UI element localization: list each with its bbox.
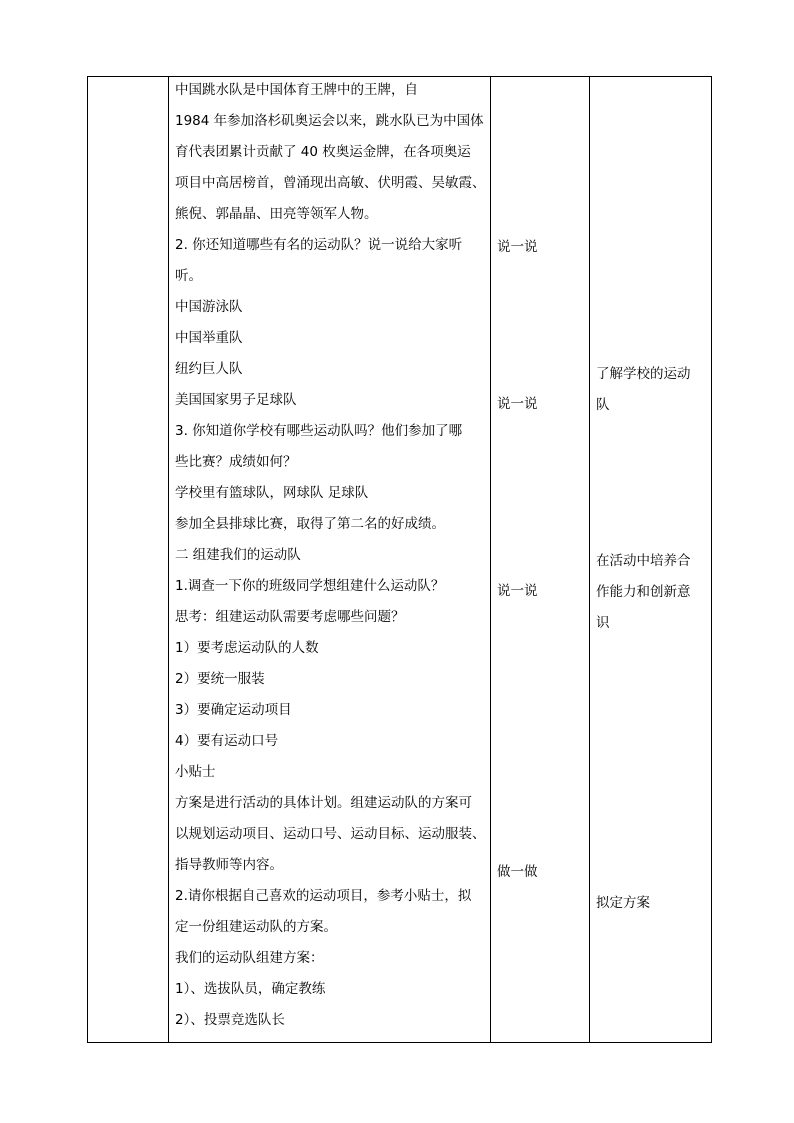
content-line: 育代表团累计贡献了 40 枚奥运金牌，在各项奥运 xyxy=(175,144,471,160)
purpose-line: 在活动中培养合 xyxy=(596,553,691,569)
content-line: 项目中高居榜首，曾涌现出高敏、伏明霞、吴敏霞、 xyxy=(175,175,486,191)
content-line: 中国游泳队 xyxy=(175,299,243,315)
blank-column-cell xyxy=(88,77,169,1043)
content-line: 中国举重队 xyxy=(175,330,243,346)
table-row xyxy=(88,77,712,1043)
lesson-plan-table xyxy=(87,76,712,1043)
content-line: 3）要确定运动项目 xyxy=(175,702,292,718)
content-line: 熊倪、郭晶晶、田亮等领军人物。 xyxy=(175,206,378,222)
content-line: 方案是进行活动的具体计划。组建运动队的方案可 xyxy=(175,795,472,811)
content-line: 3. 你知道你学校有哪些运动队吗？他们参加了哪 xyxy=(175,423,463,439)
content-line: 2）要统一服装 xyxy=(175,671,265,687)
content-line: 美国国家男子足球队 xyxy=(175,392,297,408)
purpose-line: 队 xyxy=(596,397,610,413)
activity-label: 说一说 xyxy=(497,239,538,255)
content-line: 纽约巨人队 xyxy=(175,361,243,377)
content-line: 思考：组建运动队需要考虑哪些问题？ xyxy=(175,609,405,625)
content-line: 1.调查一下你的班级同学想组建什么运动队？ xyxy=(175,578,445,594)
purpose-line: 拟定方案 xyxy=(596,895,650,911)
content-line: 参加全县排球比赛，取得了第二名的好成绩。 xyxy=(175,516,445,532)
activity-label: 说一说 xyxy=(497,396,538,412)
content-line: 我们的运动队组建方案： xyxy=(175,950,324,966)
activity-label: 说一说 xyxy=(497,583,538,599)
content-line: 2. 你还知道哪些有名的运动队？说一说给大家听 xyxy=(175,237,463,253)
content-line: 2.请你根据自己喜欢的运动项目，参考小贴士，拟 xyxy=(175,888,472,904)
content-line: 指导教师等内容。 xyxy=(175,857,283,873)
content-line: 1）、选拔队员，确定教练 xyxy=(175,981,326,997)
activity-label: 做一做 xyxy=(497,864,538,880)
content-line: 1）要考虑运动队的人数 xyxy=(175,640,319,656)
content-line: 以规划运动项目、运动口号、运动目标、运动服装、 xyxy=(175,826,486,842)
content-line: 2）、投票竞选队长 xyxy=(175,1012,285,1028)
content-line: 学校里有篮球队，网球队 足球队 xyxy=(175,485,369,501)
content-line: 1984 年参加洛杉矶奥运会以来，跳水队已为中国体 xyxy=(175,113,484,129)
purpose-line: 作能力和创新意 xyxy=(596,584,691,600)
purpose-column-cell xyxy=(590,77,712,1043)
purpose-line: 了解学校的运动 xyxy=(596,366,691,382)
content-line: 定一份组建运动队的方案。 xyxy=(175,919,337,935)
content-line: 小贴士 xyxy=(175,764,216,780)
purpose-line: 识 xyxy=(596,615,610,631)
content-line: 中国跳水队是中国体育王牌中的王牌，自 xyxy=(175,82,418,98)
content-line: 4）要有运动口号 xyxy=(175,733,279,749)
content-line: 些比赛？成绩如何？ xyxy=(175,454,297,470)
content-line: 听。 xyxy=(175,268,202,284)
activity-column-cell xyxy=(491,77,590,1043)
content-line: 二 组建我们的运动队 xyxy=(175,547,301,563)
content-column-cell xyxy=(169,77,491,1043)
